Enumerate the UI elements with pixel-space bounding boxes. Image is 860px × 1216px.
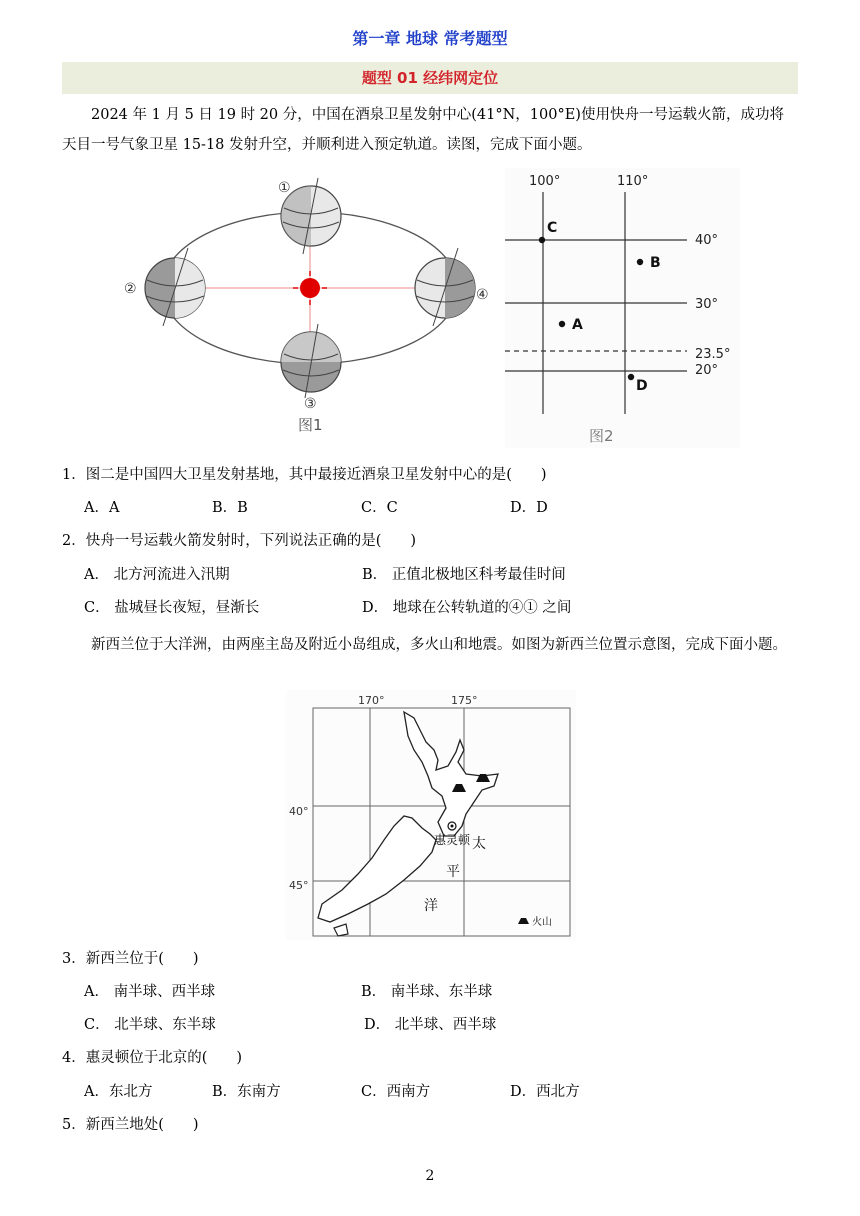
earth-globe-3-icon: [281, 324, 341, 398]
question-3: 3．新西兰位于( ): [62, 951, 199, 967]
q1-option-b: B．B: [212, 500, 248, 516]
q2-option-b: B． 正值北极地区科考最佳时间: [362, 567, 566, 583]
lat-label-40: 40°: [695, 233, 719, 248]
lon-label-100: 100°: [529, 174, 561, 189]
q1-option-c: C．C: [361, 500, 398, 516]
lat-label-23-5: 23.5°: [695, 347, 731, 362]
page-number: 2: [425, 1168, 435, 1184]
lon-label-175: 175°: [451, 694, 478, 707]
point-a-label: A: [572, 317, 583, 333]
q2-option-a: A． 北方河流进入汛期: [84, 567, 230, 583]
q2-option-c: C． 盐城昼长夜短，昼渐长: [84, 600, 260, 616]
question-2: 2．快舟一号运载火箭发射时，下列说法正确的是( ): [62, 533, 417, 549]
q4-option-d: D．西北方: [510, 1084, 580, 1100]
point-d-marker: [628, 374, 634, 380]
question-4: 4．惠灵顿位于北京的( ): [62, 1050, 243, 1066]
point-b-marker: [637, 259, 643, 265]
q4-option-a: A．东北方: [84, 1084, 153, 1100]
point-b-label: B: [650, 255, 661, 271]
position-label-4: ④: [476, 287, 489, 303]
point-c-label: C: [547, 220, 558, 236]
question-5: 5．新西兰地处( ): [62, 1117, 199, 1133]
figure-2-caption: 图2: [589, 427, 614, 445]
q2-option-d: D． 地球在公转轨道的④① 之间: [362, 600, 572, 616]
figure-2-grid-map: [505, 168, 740, 448]
ocean-label-3: 洋: [424, 898, 438, 914]
lat-label-40: 40°: [289, 805, 309, 818]
q3-option-b: B． 南半球、东半球: [361, 984, 493, 1000]
earth-globe-2-icon: [145, 248, 205, 326]
lon-label-110: 110°: [617, 174, 649, 189]
earth-globe-4-icon: [415, 248, 475, 326]
position-label-3: ③: [304, 396, 317, 412]
point-d-label: D: [636, 378, 648, 394]
ocean-label-2: 平: [446, 864, 460, 880]
question-1: 1．图二是中国四大卫星发射基地，其中最接近酒泉卫星发射中心的是( ): [62, 467, 547, 483]
section-title: 题型 01 经纬网定位: [361, 69, 499, 87]
chapter-title: 第一章 地球 常考题型: [352, 29, 508, 48]
intro-paragraph-2: 新西兰位于大洋洲，由两座主岛及附近小岛组成，多火山和地震。如图为新西兰位置示意图，完成下面小题。: [91, 637, 787, 653]
figure-1-caption: 图1: [298, 416, 323, 434]
sun-icon: [300, 278, 320, 298]
lat-label-20: 20°: [695, 363, 719, 378]
q3-option-a: A． 南半球、西半球: [84, 984, 216, 1000]
q3-option-c: C． 北半球、东半球: [84, 1017, 216, 1033]
q1-option-d: D．D: [510, 500, 548, 516]
lon-label-170: 170°: [358, 694, 385, 707]
lat-label-45: 45°: [289, 879, 309, 892]
ocean-label-1: 太: [472, 836, 486, 852]
lat-label-30: 30°: [695, 297, 719, 312]
figure-3-new-zealand-map: [286, 690, 576, 940]
position-label-1: ①: [278, 180, 291, 196]
point-c-marker: [539, 237, 545, 243]
intro-paragraph-1: 2024 年 1 月 5 日 19 时 20 分，中国在酒泉卫星发射中心(41°N，100°E)使用快舟一号运载火箭，成功将天目一号气象卫星 15-18 发射升空，并顺利进入预定轨道。读图，完成下面小题。: [62, 107, 784, 153]
position-label-2: ②: [124, 281, 137, 297]
legend-label: 火山: [532, 917, 552, 928]
q4-option-b: B．东南方: [212, 1084, 281, 1100]
city-label-wellington: 惠灵顿: [434, 833, 471, 847]
section-banner: [62, 62, 798, 94]
q3-option-d: D． 北半球、西半球: [364, 1017, 497, 1033]
point-a-marker: [559, 321, 565, 327]
q1-option-a: A．A: [84, 500, 120, 516]
q4-option-c: C．西南方: [361, 1084, 431, 1100]
figure-1-orbit-diagram: [118, 172, 503, 444]
